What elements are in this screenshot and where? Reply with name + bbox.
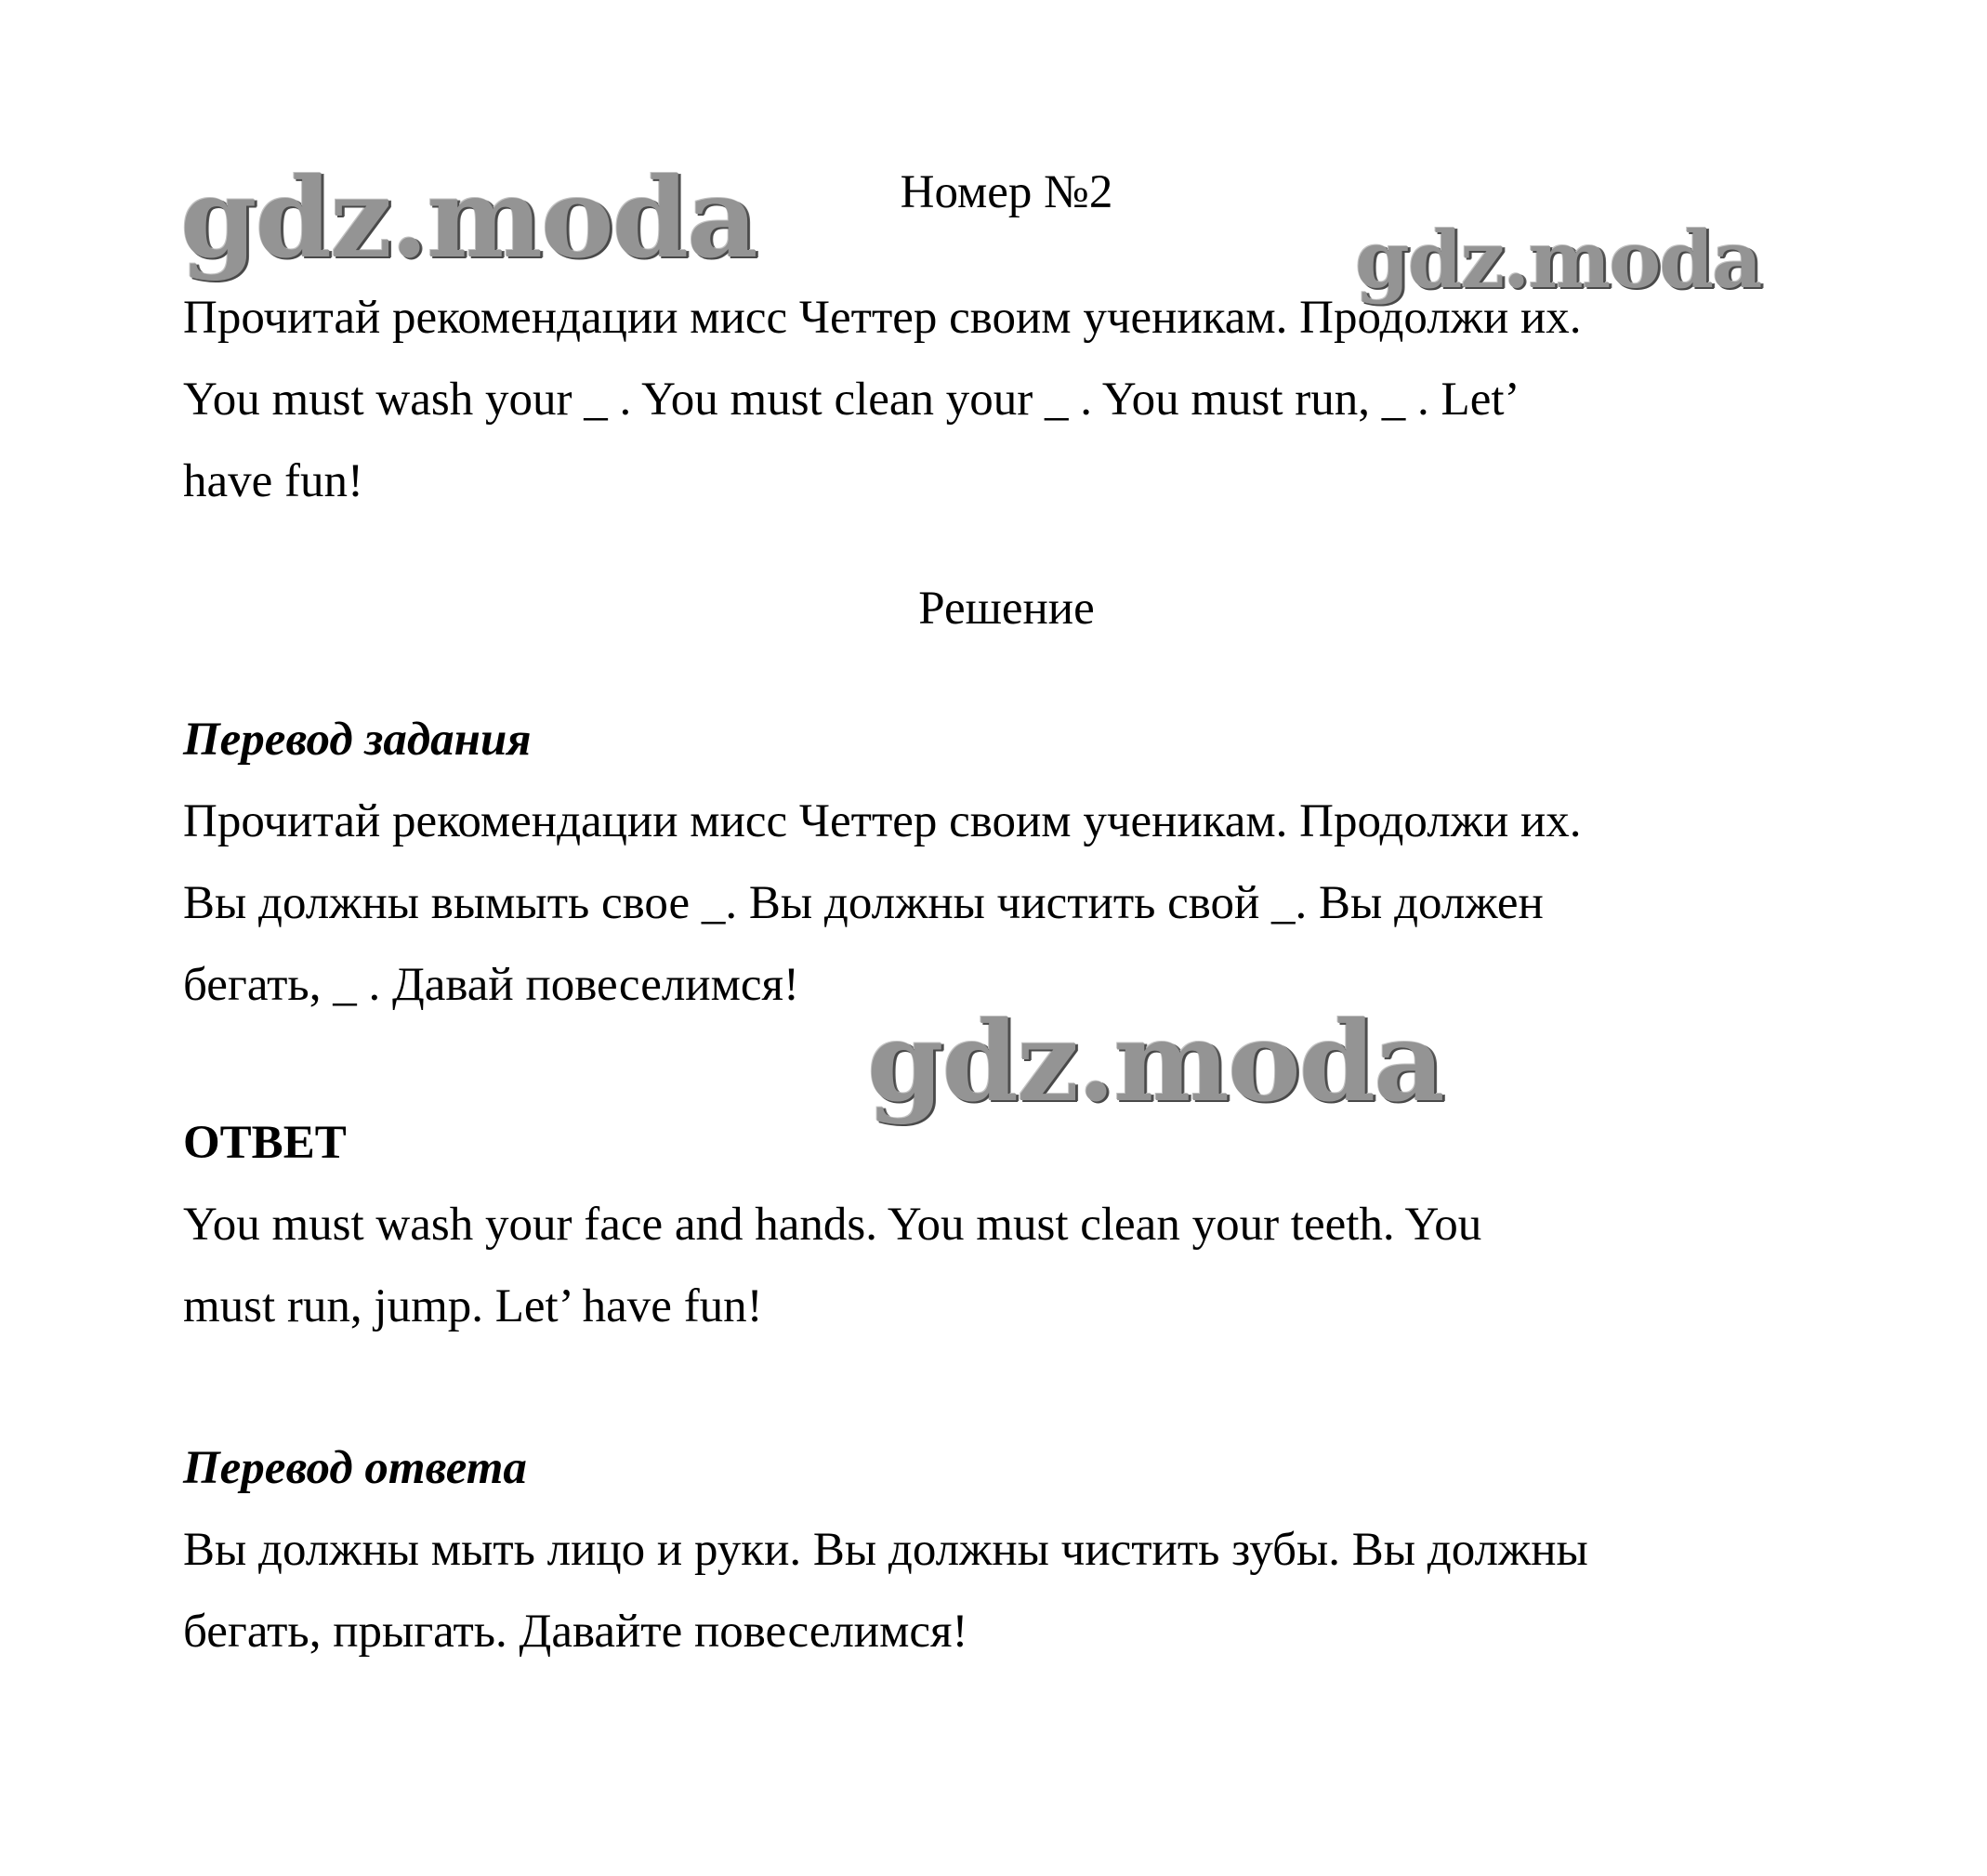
task-line-1: Прочитай рекомендации мисс Четтер своим ученикам. Продолжи их. — [183, 292, 1582, 344]
task-translation-line-1: Прочитай рекомендации мисс Четтер своим ученикам. Продолжи их. — [183, 795, 1582, 847]
task-translation-heading: Перевод задания — [183, 714, 532, 766]
task-translation-line-2: Вы должны вымыть свое _. Вы должны чистить свой _. Вы должен — [183, 877, 1544, 929]
watermark-logo-top-left: gdz.moda — [180, 153, 757, 282]
page-title: Номер №2 — [900, 166, 1113, 218]
watermark-logo-middle: gdz.moda — [867, 997, 1443, 1126]
task-translation-line-3: бегать, _ . Давай повеселимся! — [183, 959, 799, 1011]
answer-line-2: must run, jump. Let’ have fun! — [183, 1280, 763, 1332]
watermark-logo-top-right: gdz.moda — [1355, 214, 1761, 306]
answer-translation-line-1: Вы должны мыть лицо и руки. Вы должны чистить зубы. Вы должны — [183, 1524, 1588, 1576]
answer-heading: ОТВЕТ — [183, 1117, 347, 1169]
task-line-3: have fun! — [183, 455, 363, 507]
answer-translation-heading: Перевод ответа — [183, 1442, 527, 1494]
solution-label: Решение — [918, 583, 1095, 635]
task-line-2: You must wash your _ . You must clean your _ . You must run, _ . Let’ — [183, 374, 1520, 426]
answer-translation-line-2: бегать, прыгать. Давайте повеселимся! — [183, 1606, 968, 1658]
answer-line-1: You must wash your face and hands. You must clean your teeth. You — [183, 1199, 1482, 1251]
